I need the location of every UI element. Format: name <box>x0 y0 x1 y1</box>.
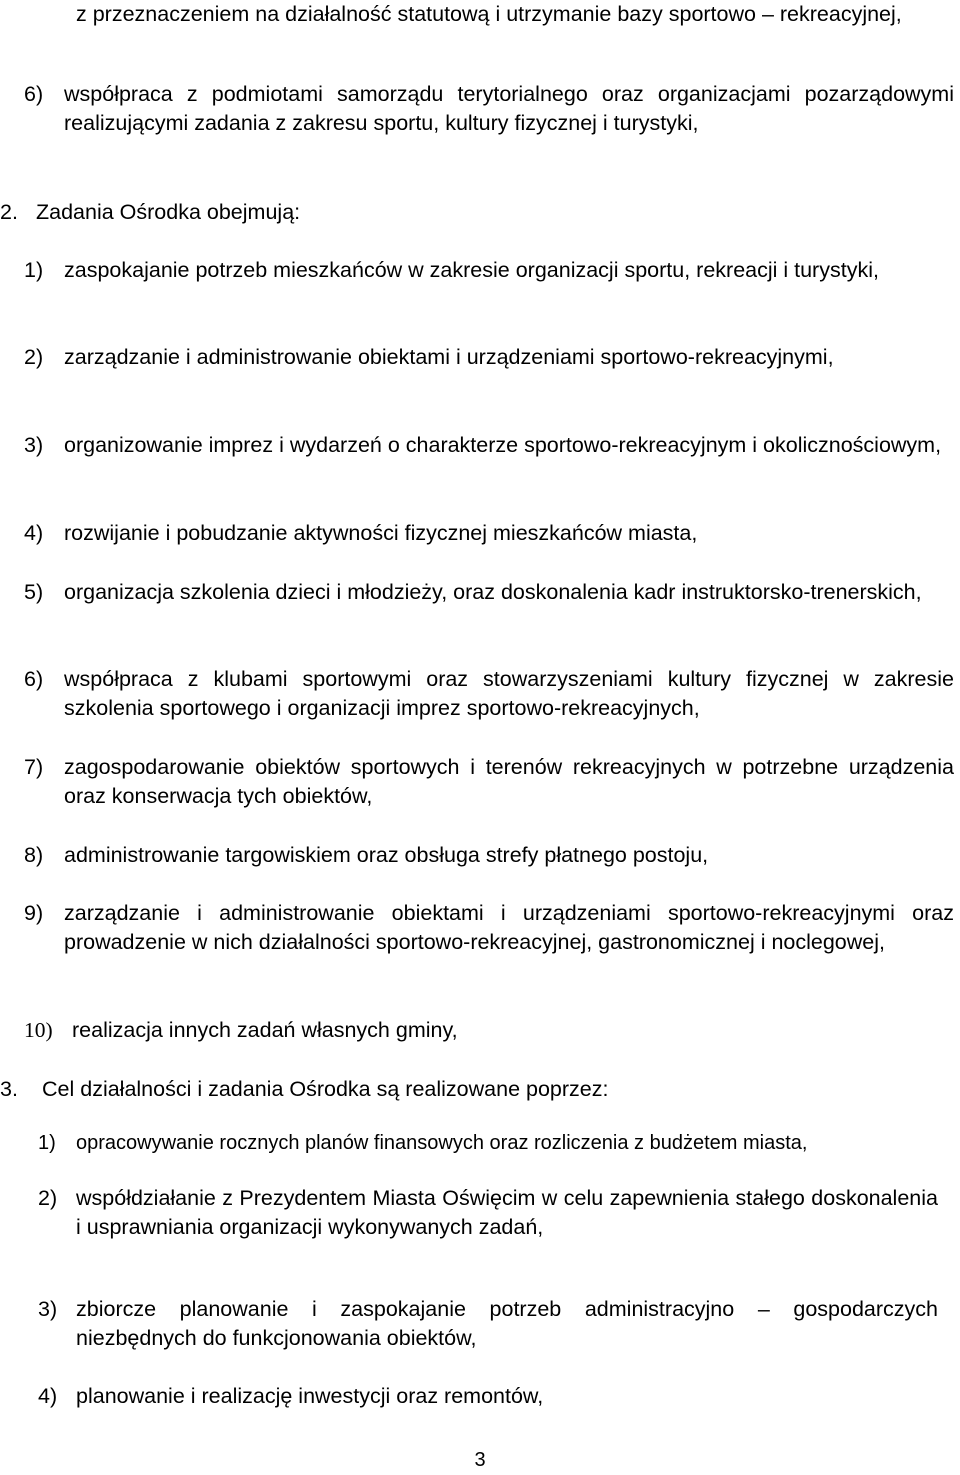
list-item-text: organizacja szkolenia dzieci i młodzieży, oraz doskonalenia kadr instruktorsko-trenerskich, <box>64 580 922 604</box>
list-item <box>24 431 954 460</box>
list-item-text: realizacja innych zadań własnych gminy, <box>72 1018 458 1042</box>
list-item <box>24 578 954 607</box>
list-item-number: 1) <box>24 258 44 282</box>
list-item <box>24 665 954 723</box>
list-item <box>24 519 954 548</box>
section-title: Zadania Ośrodka obejmują: <box>36 200 301 224</box>
list-item-number: 9) <box>24 901 44 925</box>
list-item-number: 6) <box>24 667 44 691</box>
list-item <box>24 899 954 957</box>
list-item <box>24 753 954 811</box>
list-item-number: 8) <box>24 843 44 867</box>
list-item <box>24 80 954 138</box>
list-item-number: 3) <box>24 433 44 457</box>
list-item-number: 4) <box>24 521 44 545</box>
list-item-number: 5) <box>24 580 44 604</box>
list-item-text: zarządzanie i administrowanie obiektami i urządzeniami sportowo-rekreacyjnymi oraz prowadzenie w nich działalności sportowo-rekreacyjnej, gastronomicznej i noclegowej, <box>64 901 954 954</box>
list-item-number: 6) <box>24 82 44 106</box>
list-item <box>24 841 954 870</box>
section-number: 2. <box>0 200 18 224</box>
list-item <box>38 1184 938 1242</box>
page-number: 3 <box>474 1449 486 1471</box>
list-item-number: 1) <box>38 1132 56 1154</box>
list-item-number: 7) <box>24 755 44 779</box>
list-item-text: współpraca z klubami sportowymi oraz stowarzyszeniami kultury fizycznej w zakresie szkolenia sportowego i organizacji imprez sportowo-rekreacyjnych, <box>64 667 954 720</box>
list-item-text: opracowywanie rocznych planów finansowych oraz rozliczenia z budżetem miasta, <box>76 1132 808 1154</box>
list-item-number: 4) <box>38 1384 58 1408</box>
list-item-text: zbiorcze planowanie i zaspokajanie potrzeb administracyjno – gospodarczych niezbędnych do funkcjonowania obiektów, <box>76 1297 938 1350</box>
list-item <box>38 1382 938 1411</box>
intro-text: z przeznaczeniem na działalność statutową i utrzymanie bazy sportowo – rekreacyjnej, <box>76 2 902 26</box>
intro-paragraph <box>76 0 954 29</box>
list-item-text: planowanie i realizację inwestycji oraz remontów, <box>76 1384 544 1408</box>
list-item-number: 2) <box>38 1186 58 1210</box>
list-item-text: administrowanie targowiskiem oraz obsługa strefy płatnego postoju, <box>64 843 709 867</box>
list-item-text: zaspokajanie potrzeb mieszkańców w zakresie organizacji sportu, rekreacji i turystyki, <box>64 258 879 282</box>
list-item <box>38 1295 938 1353</box>
list-item <box>24 1016 954 1045</box>
list-item <box>24 343 954 372</box>
list-item-text: zarządzanie i administrowanie obiektami i urządzeniami sportowo-rekreacyjnymi, <box>64 345 834 369</box>
list-item-text: rozwijanie i pobudzanie aktywności fizycznej mieszkańców miasta, <box>64 521 698 545</box>
list-item <box>38 1129 938 1158</box>
list-item-number: 3) <box>38 1297 58 1321</box>
list-item-number: 2) <box>24 345 44 369</box>
list-item-number: 10) <box>24 1018 53 1042</box>
section-title: Cel działalności i zadania Ośrodka są realizowane poprzez: <box>42 1077 609 1101</box>
list-item-text: organizowanie imprez i wydarzeń o charakterze sportowo-rekreacyjnym i okolicznościowym, <box>64 433 942 457</box>
list-item-text: zagospodarowanie obiektów sportowych i terenów rekreacyjnych w potrzebne urządzenia oraz konserwacja tych obiektów, <box>64 755 954 808</box>
list-item-text: współpraca z podmiotami samorządu terytorialnego oraz organizacjami pozarządowymi realizującymi zadania z zakresu sportu, kultury fizycznej i turystyki, <box>64 82 954 135</box>
list-item-text: współdziałanie z Prezydentem Miasta Oświęcim w celu zapewnienia stałego doskonalenia i usprawniania organizacji wykonywanych zadań, <box>76 1186 938 1239</box>
section-number: 3. <box>0 1077 18 1101</box>
list-item <box>24 256 954 285</box>
